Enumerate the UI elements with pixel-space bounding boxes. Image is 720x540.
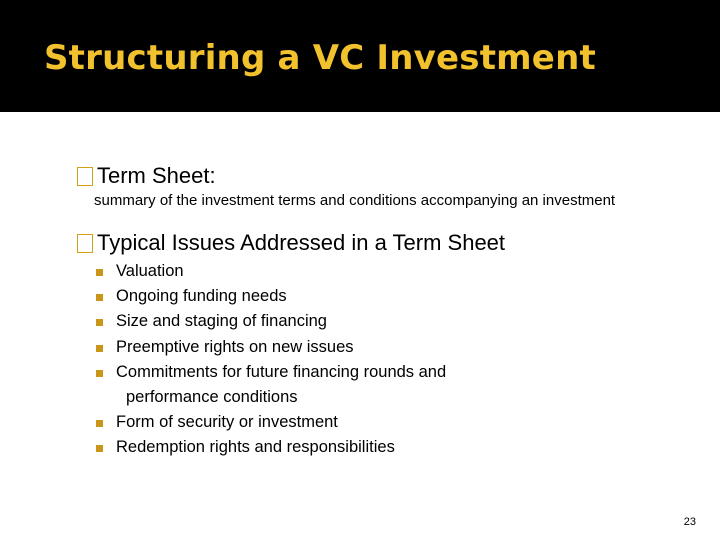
list-item: Preemptive rights on new issues [116, 338, 354, 356]
list-item-continuation: performance conditions [126, 388, 298, 406]
list-item: Ongoing funding needs [116, 287, 287, 305]
square-bullet-icon [96, 420, 103, 427]
point-description-term-sheet: summary of the investment terms and conditions accompanying an investment [94, 192, 616, 209]
list-item: Form of security or investment [116, 413, 338, 431]
square-bullet-icon [96, 319, 103, 326]
list-item: Valuation [116, 262, 184, 280]
point-heading-typical-issues: Typical Issues Addressed in a Term Sheet [97, 230, 506, 255]
list-item: Size and staging of financing [116, 312, 327, 330]
list-item: Commitments for future financing rounds and [116, 363, 447, 381]
square-bullet-icon [96, 269, 103, 276]
square-bullet-icon [96, 294, 103, 301]
box-bullet-icon [77, 167, 93, 186]
point-heading-term-sheet: Term Sheet: [97, 163, 216, 188]
square-bullet-icon [96, 370, 103, 377]
square-bullet-icon [96, 445, 103, 452]
page-number: 23 [683, 516, 696, 528]
list-item: Redemption rights and responsibilities [116, 438, 395, 456]
box-bullet-icon [77, 234, 93, 253]
slide-title: Structuring a VC Investment [44, 38, 596, 78]
square-bullet-icon [96, 345, 103, 352]
